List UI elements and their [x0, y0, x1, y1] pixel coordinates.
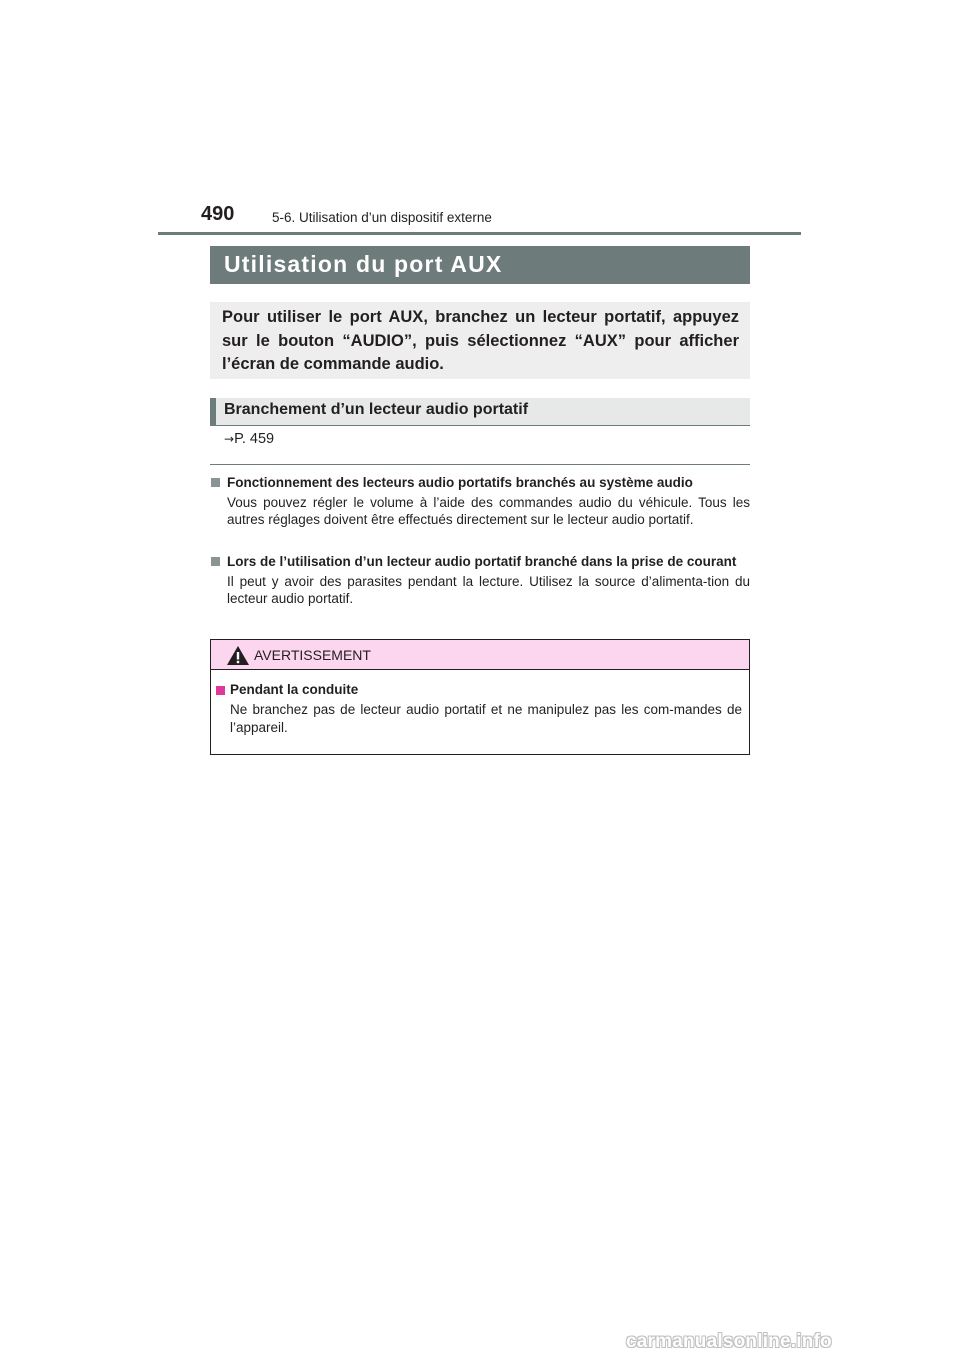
intro-box	[210, 302, 750, 379]
note-heading-text: Fonctionnement des lecteurs audio portatifs branchés au système audio	[227, 475, 693, 490]
watermark	[626, 1331, 956, 1356]
page-reference-link[interactable]	[224, 431, 274, 447]
note-heading	[210, 553, 750, 571]
square-bullet-icon	[211, 478, 220, 487]
header-divider	[158, 232, 801, 235]
warning-heading	[215, 682, 358, 697]
note-body: Vous pouvez régler le volume à l’aide des commandes audio du véhicule. Tous les autres réglages doivent être effectués directement sur le lecteur audio portatif.	[227, 494, 750, 527]
warning-body: Ne branchez pas de lecteur audio portatif et ne manipulez pas les com-mandes de l’appareil.	[230, 702, 742, 735]
page-reference-text: P. 459	[234, 431, 275, 447]
page-title: Utilisation du port AUX	[224, 251, 503, 277]
warning-box	[210, 639, 750, 755]
subsection-title: Branchement d’un lecteur audio portatif	[224, 401, 529, 418]
square-bullet-icon	[211, 557, 220, 566]
square-bullet-icon	[216, 686, 225, 695]
warning-label: AVERTISSEMENT	[254, 647, 371, 663]
note-heading-text: Lors de l’utilisation d’un lecteur audio portatif branché dans la prise de courant	[227, 554, 737, 569]
warning-heading-text: Pendant la conduite	[230, 682, 359, 697]
note-item	[210, 474, 750, 529]
intro-text: Pour utiliser le port AUX, branchez un lecteur portatif, appuyez sur le bouton “AUDIO”, puis sélectionnez “AUX” pour afficher l’écran de commande audio.	[222, 308, 739, 373]
watermark-text: carmanualsonline.info	[626, 1331, 832, 1352]
notes-divider	[210, 464, 750, 465]
arrow-right-icon: →	[224, 432, 235, 446]
note-heading	[210, 474, 750, 492]
warning-triangle-icon	[226, 645, 250, 666]
page-number: 490	[201, 203, 235, 225]
note-item	[210, 553, 750, 608]
note-body: Il peut y avoir des parasites pendant la lecture. Utilisez la source d’alimenta-tion du lecteur audio portatif.	[227, 573, 750, 606]
warning-header	[211, 640, 749, 670]
section-breadcrumb: 5-6. Utilisation d’un dispositif externe	[272, 210, 492, 225]
subsection-heading	[210, 398, 750, 426]
title-bar	[210, 246, 750, 284]
